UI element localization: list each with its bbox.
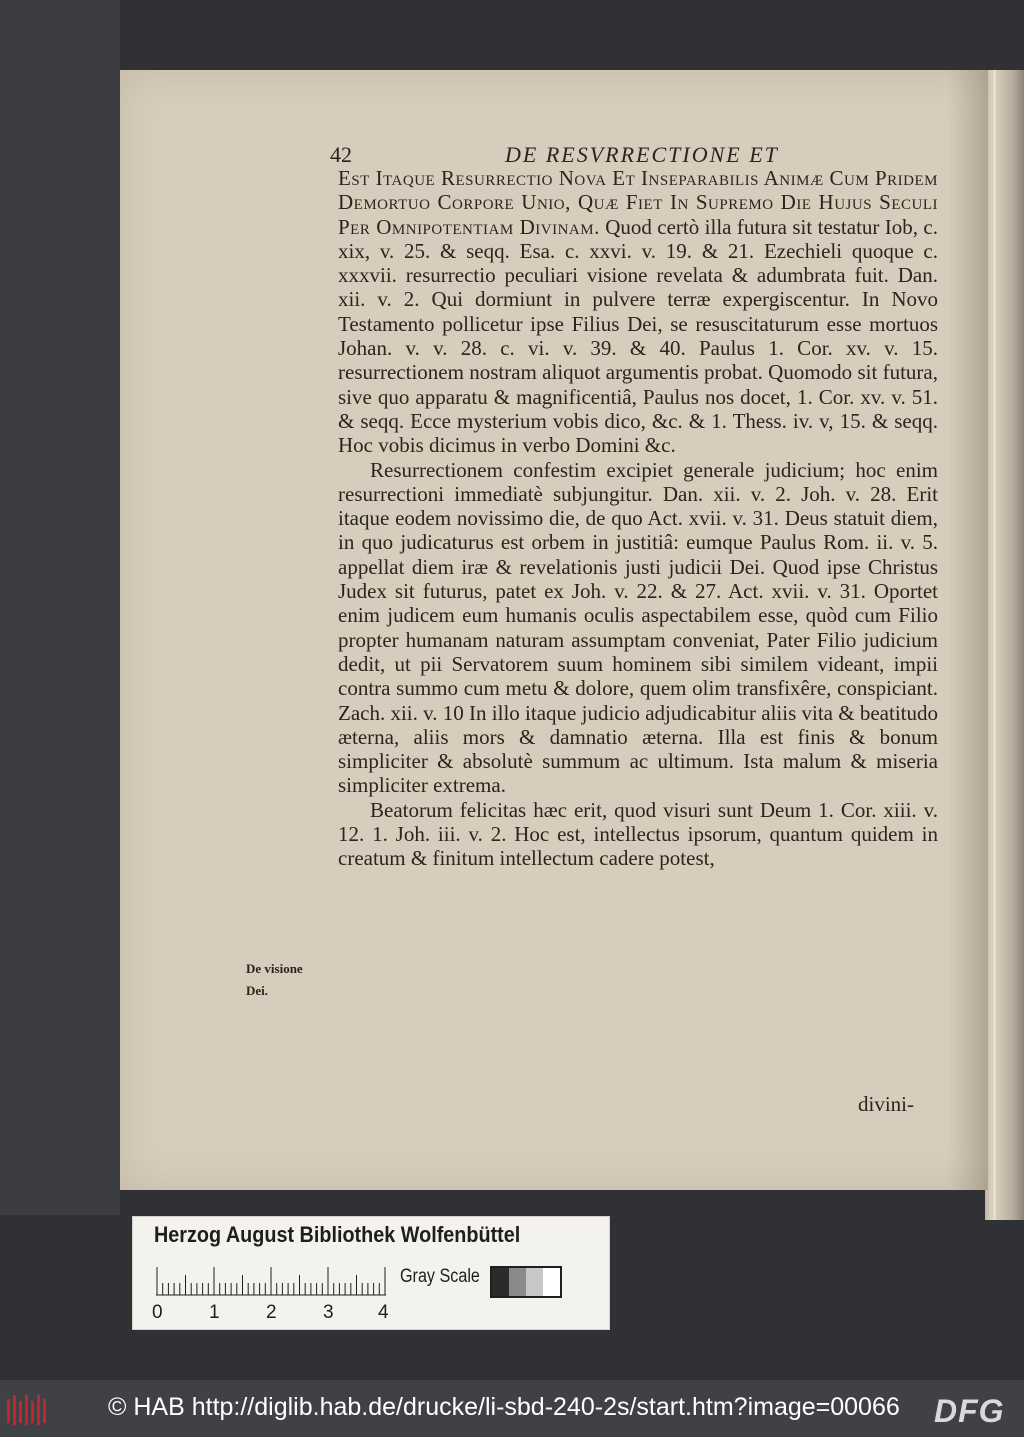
ruler-label: 1 xyxy=(209,1302,220,1323)
dfg-logo: DFG xyxy=(934,1393,1005,1429)
catch-word: divini- xyxy=(858,1092,914,1116)
page-gutter-shadow xyxy=(948,70,988,1190)
margin-note xyxy=(246,958,326,1002)
paragraph-text: Quod certò illa futura sit testatur Iob, c. xix, v. 25. & seqq. Esa. c. xxvi. v. 19. & 21. Ezechieli quoque c. xxxvii. resurrectio peculiari visione revelata & adumbrata fuit. Dan. xii. v. 2. Qui dormiunt in pulvere terræ expergiscentur. In Novo Testamento pollicetur ipse Filius Dei, se resuscitaturum esse mortuos Johan. v. v. 28. c. vi. v. 39. & 40. Paulus 1. Cor. xv. v. 15. resurrectionem nostram aliquot argumentis probat. Quomodo sit futura, sive quo apparatu & magnificentiâ, Paulus nos docet, 1. Cor. xv. v. 51. & seqq. Ecce mysterium vobis dico, &c. & 1. Thess. iv. v, 15. & seqq. Hoc vobis dicimus in verbo Domini &c. xyxy=(338,214,939,458)
paragraph-2 xyxy=(338,458,938,798)
paragraph-text: Beatorum felicitas hæc erit, quod visuri sunt Deum 1. Cor. xiii. v. 12. 1. Joh. iii. v. 2. Hoc est, intellectus ipsorum, quantum quidem in creatum & finitum intellectum cadere potest, xyxy=(338,797,938,871)
margin-note-line: Dei. xyxy=(246,983,269,998)
ruler-label: 2 xyxy=(266,1302,277,1323)
gray-swatch xyxy=(509,1268,526,1296)
paragraph-text: Resurrectionem confestim excipiet generale judicium; hoc enim resurrectioni immediatè subjungitur. Dan. xii. v. 2. Joh. v. 28. Erit itaque eodem novissimo die, de quo Act. xvii. v. 31. Deus statuit diem, in quo judicaturus est orbem in justitiâ: eumque Paulus Rom. ii. v. 5. appellat diem iræ & revelationis justi judicii Dei. Quod ipse Christus Judex sit futurus, patet ex Joh. v. 22. & 27. Act. xvii. v. 31. Oportet enim judicem eum humanis oculis aspectabilem esse, quòd cum Filio propter humanam naturam assumptam conveniat, Pater Filio judicium dedit, ut pii Servatorem suum hominem sibi similem videant, impii contra summo cum metu & dolore, quem olim transfixêre, conspiciant. Zach. xii. v. 10 In illo itaque judicio adjudicabitur aliis vita & beatitudo æterna, aliis mors & damnatio æterna. Illa est finis & bonum simpliciter & absolutè summum ac ultimum. Ista malum & miseria simpliciter extrema. xyxy=(338,457,938,798)
paragraph-3 xyxy=(338,798,938,871)
gray-scale-swatches xyxy=(490,1266,562,1298)
margin-note-line: De visione xyxy=(246,961,303,976)
ruler-label: 4 xyxy=(378,1302,389,1323)
gray-scale-label: Gray Scale xyxy=(400,1266,480,1287)
body-text xyxy=(338,166,938,871)
running-head-title: DE RESVRRECTIONE ET xyxy=(505,142,779,167)
ruler-label: 0 xyxy=(152,1302,163,1323)
ruler-label: 3 xyxy=(323,1302,334,1323)
library-name: Herzog August Bibliothek Wolfenbüttel xyxy=(154,1222,521,1247)
definition-lead: Est Itaque Resurrectio Nova Et Inseparabilis Animæ Cum Pridem Demortuo Corpore Unio, Quæ Fiet In Supremo Die Hujus Seculi Per Omnipotentiam Divinam. xyxy=(338,166,938,239)
page-number: 42 xyxy=(330,142,352,167)
scale-ruler xyxy=(156,1266,386,1296)
book-fore-edge xyxy=(985,70,1024,1220)
paragraph-1 xyxy=(338,166,938,458)
book-fore-edge-highlight xyxy=(993,70,996,1220)
footer-citation: © HAB http://diglib.hab.de/drucke/li-sbd-240-2s/start.htm?image=00066 xyxy=(108,1393,900,1421)
hab-logo-icon xyxy=(6,1393,48,1427)
gray-swatch xyxy=(492,1268,509,1296)
gray-swatch xyxy=(543,1268,560,1296)
gray-swatch xyxy=(526,1268,543,1296)
scan-background xyxy=(0,0,120,1215)
